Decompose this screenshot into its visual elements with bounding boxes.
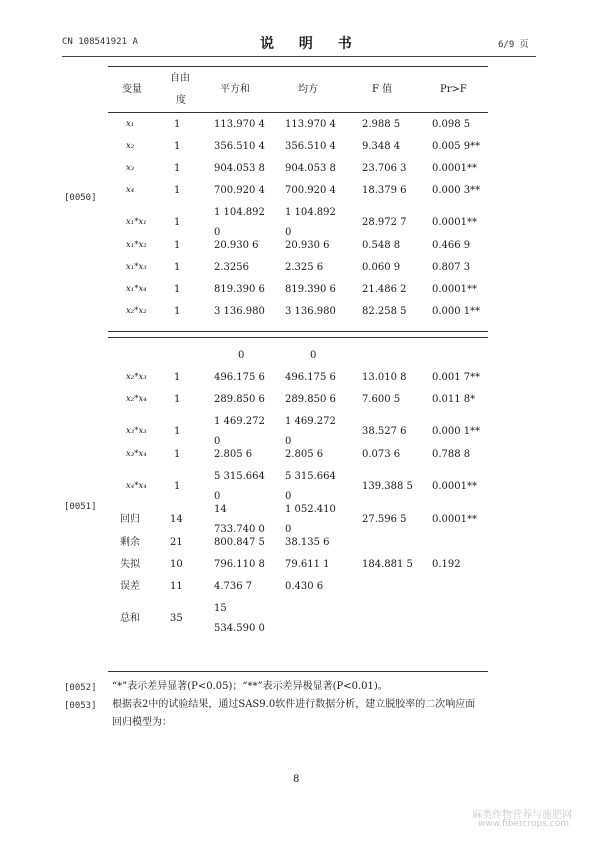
para-marker-0053: [0053] <box>64 701 97 711</box>
watermark-url: www.fibercrops.com <box>478 819 569 829</box>
row-sum-squares: 800.847 5 <box>214 537 265 548</box>
row-df: 10 <box>170 559 183 570</box>
row-variable: x₂*x₃ <box>126 372 147 382</box>
row-sum-squares: 733.740 0 <box>214 524 265 535</box>
row-mean-square: 2.805 6 <box>285 449 324 460</box>
row-sum-squares: 2.3256 <box>214 262 249 273</box>
row-f-value: 38.527 6 <box>362 426 407 437</box>
row-mean-square: 0.430 6 <box>285 581 324 592</box>
row-variable: x₁*x₄ <box>126 284 147 294</box>
row-mean-square: 1 104.892 <box>285 207 336 218</box>
row-sum-squares: 14 <box>214 504 227 515</box>
row-p-value: 0.001 7** <box>432 372 481 383</box>
row-sum-squares: 534.590 0 <box>214 623 265 634</box>
patent-number: CN 108541921 A <box>62 37 138 47</box>
row-f-value: 2.988 5 <box>362 119 401 130</box>
row-df: 14 <box>170 514 183 525</box>
row-sum-squares: 15 <box>214 603 227 614</box>
row-sum-squares: 2.805 6 <box>214 449 253 460</box>
row-df: 1 <box>174 240 181 251</box>
row-variable: 误差 <box>120 581 140 592</box>
row-f-value: 27.596 5 <box>362 514 407 525</box>
row-variable: x₃*x₄ <box>126 449 147 459</box>
row-df: 1 <box>174 306 181 317</box>
page-number: 8 <box>293 774 300 785</box>
row-mean-square: 38.135 6 <box>285 537 330 548</box>
row-variable: x₁*x₂ <box>126 240 147 250</box>
row-sum-squares: 113.970 4 <box>214 119 265 130</box>
row-p-value: 0.098 5 <box>432 119 471 130</box>
row-df: 35 <box>170 613 183 624</box>
row-mean-square: 496.175 6 <box>285 372 336 383</box>
row-variable: 失拟 <box>120 559 140 570</box>
row-mean-square: 2.325 6 <box>285 262 324 273</box>
row-mean-square: 1 052.410 <box>285 504 336 515</box>
row-df: 1 <box>174 163 181 174</box>
row-mean-square: 0 <box>285 436 292 447</box>
row-p-value: 0.005 9** <box>432 141 481 152</box>
row-df: 1 <box>174 426 181 437</box>
row-variable: x₁*x₃ <box>126 262 147 272</box>
row-variable: x₄*x₄ <box>126 481 147 491</box>
row-f-value: 28.972 7 <box>362 217 407 228</box>
row-mean-square: 0 <box>285 524 292 535</box>
col-header: F 值 <box>372 84 393 95</box>
row-sum-squares: 0 <box>214 491 221 502</box>
page-count: 6/9 页 <box>498 40 529 50</box>
row-variable: 总和 <box>120 613 140 624</box>
row-p-value: 0.192 <box>432 559 461 570</box>
row-mean-square: 819.390 6 <box>285 284 336 295</box>
row-p-value: 0.000 1** <box>432 426 481 437</box>
row-df: 21 <box>170 537 183 548</box>
body-text-line1: 根据表2中的试验结果，通过SAS9.0软件进行数据分析，建立脱胶率的二次响应面 <box>112 699 476 710</box>
row-p-value: 0.0001** <box>432 163 477 174</box>
row-p-value: 0.466 9 <box>432 240 471 251</box>
col-header-df-line1: 自由 <box>170 73 190 84</box>
row-mean-square: 3 136.980 <box>285 306 336 317</box>
row-df: 1 <box>174 481 181 492</box>
row-mean-square: 5 315.664 <box>285 471 336 482</box>
row-sum-squares: 356.510 4 <box>214 141 265 152</box>
row-sum-squares: 700.920 4 <box>214 185 265 196</box>
row-variable: x₂*x₂ <box>126 306 147 316</box>
row-p-value: 0.000 1** <box>432 306 481 317</box>
row-f-value: 0.073 6 <box>362 449 401 460</box>
row-f-value: 21.486 2 <box>362 284 407 295</box>
row-p-value: 0.011 8* <box>432 394 476 405</box>
row-p-value: 0.0001** <box>432 284 477 295</box>
table-bottom-rule <box>108 671 488 672</box>
table-header-rule <box>108 112 488 113</box>
row-df: 1 <box>174 449 181 460</box>
para-marker-0051: [0051] <box>64 502 97 512</box>
row-f-value: 13.010 8 <box>362 372 407 383</box>
para-marker-0050: [0050] <box>64 193 97 203</box>
row-f-value: 23.706 3 <box>362 163 407 174</box>
row-p-value: 0.000 3** <box>432 185 481 196</box>
row-sum-squares: 1 104.892 <box>214 207 265 218</box>
table-block1-bottom-rule <box>108 331 488 332</box>
row-sum-squares: 0 <box>214 227 221 238</box>
row-mean-square: 700.920 4 <box>285 185 336 196</box>
row-sum-squares: 3 136.980 <box>214 306 265 317</box>
row-variable: 回归 <box>120 514 140 525</box>
row-sum-squares: 904.053 8 <box>214 163 265 174</box>
row-df: 1 <box>174 217 181 228</box>
row-f-value: 18.379 6 <box>362 185 407 196</box>
body-text-line2: 回归模型为： <box>112 717 172 728</box>
row-mean-square: 79.611 1 <box>285 559 330 570</box>
row-f-value: 0.548 8 <box>362 240 401 251</box>
row-sum-squares: 289.850 6 <box>214 394 265 405</box>
col-header-df-line2: 度 <box>176 95 186 106</box>
row-variable: x₂*x₄ <box>126 394 147 404</box>
row-f-value: 184.881 5 <box>362 559 413 570</box>
row-p-value: 0.0001** <box>432 217 477 228</box>
col-header: 均方 <box>298 84 318 95</box>
row-f-value: 82.258 5 <box>362 306 407 317</box>
row-sum-squares: 5 315.664 <box>214 471 265 482</box>
row-f-value: 139.388 5 <box>362 481 413 492</box>
col-header: 变量 <box>122 84 142 95</box>
row-mean-square: 1 469.272 <box>285 416 336 427</box>
row-mean-square: 356.510 4 <box>285 141 336 152</box>
row-variable: 剩余 <box>120 537 140 548</box>
row-df: 1 <box>174 372 181 383</box>
row-mean-square: 113.970 4 <box>285 119 336 130</box>
row-p-value: 0.807 3 <box>432 262 471 273</box>
watermark-title: 麻类作物营养与施肥网 <box>472 810 572 821</box>
col-header: Pr>F <box>440 84 467 95</box>
row-f-value: 9.348 4 <box>362 141 401 152</box>
row-df: 1 <box>174 185 181 196</box>
row-sum-squares: 496.175 6 <box>214 372 265 383</box>
page-title: 说 明 书 <box>260 36 362 52</box>
row-df: 11 <box>170 581 183 592</box>
table-top-rule <box>108 66 488 67</box>
row-variable: x₁ <box>126 119 135 129</box>
para-marker-0052: [0052] <box>64 683 97 693</box>
row-f-value: 7.600 5 <box>362 394 401 405</box>
row-p-value: 0.0001** <box>432 514 477 525</box>
row-f-value: 0.060 9 <box>362 262 401 273</box>
row-sum-squares: 4.736 7 <box>214 581 253 592</box>
row-df: 1 <box>174 284 181 295</box>
significance-note: “*”表示差异显著(P<0.05)；“**”表示差异极显著(P<0.01)。 <box>112 681 388 692</box>
row-variable: x₁*x₁ <box>126 217 147 227</box>
col-header: 平方和 <box>220 84 250 95</box>
row-mean-square: 289.850 6 <box>285 394 336 405</box>
header-rule <box>62 56 536 57</box>
row-sum-squares: 20.930 6 <box>214 240 259 251</box>
row-mean-square: 904.053 8 <box>285 163 336 174</box>
row-variable: x₃*x₃ <box>126 426 147 436</box>
row-sum-squares: 819.390 6 <box>214 284 265 295</box>
row-sum-squares: 1 469.272 <box>214 416 265 427</box>
row-sum-squares: 0 <box>214 436 221 447</box>
row-sum-squares: 796.110 8 <box>214 559 265 570</box>
row-mean-square: 20.930 6 <box>285 240 330 251</box>
row-mean-square: 0 <box>285 227 292 238</box>
row-df: 1 <box>174 141 181 152</box>
row-mean-square: 0 <box>285 491 292 502</box>
table-block2-top-rule <box>108 337 488 338</box>
continued-sum-squares: 0 <box>238 350 245 361</box>
row-variable: x₂ <box>126 141 135 151</box>
row-variable: x₃ <box>126 163 135 173</box>
row-df: 1 <box>174 262 181 273</box>
continued-mean-square: 0 <box>310 350 317 361</box>
row-df: 1 <box>174 119 181 130</box>
row-variable: x₄ <box>126 185 135 195</box>
row-p-value: 0.0001** <box>432 481 477 492</box>
row-p-value: 0.788 8 <box>432 449 471 460</box>
row-df: 1 <box>174 394 181 405</box>
